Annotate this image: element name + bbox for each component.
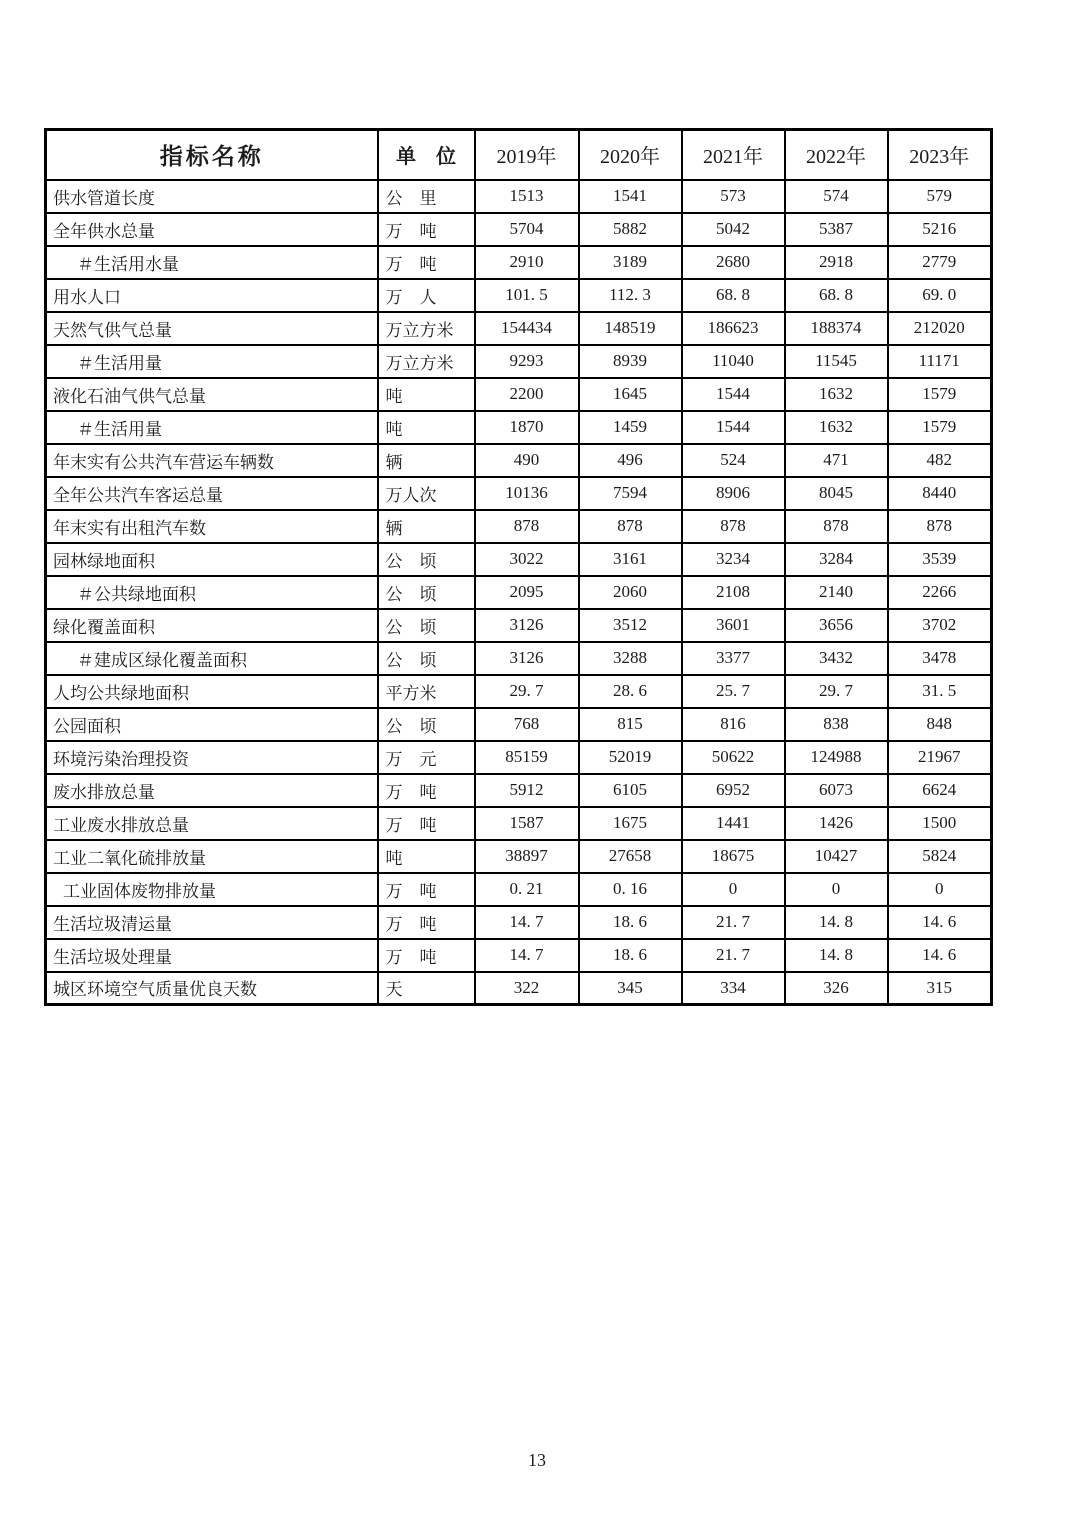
header-year-2023: 2023年 xyxy=(888,130,992,180)
value-cell-2019: 154434 xyxy=(475,312,579,345)
value-cell-2023: 8440 xyxy=(888,477,992,510)
value-cell-2023: 878 xyxy=(888,510,992,543)
value-cell-2023: 31. 5 xyxy=(888,675,992,708)
indicator-unit-cell: 公 里 xyxy=(378,180,475,213)
value-cell-2019: 2910 xyxy=(475,246,579,279)
value-cell-2023: 14. 6 xyxy=(888,939,992,972)
table-row xyxy=(46,807,992,840)
indicator-name-cell: ＃生活用水量 xyxy=(46,246,378,279)
indicator-name-cell: 绿化覆盖面积 xyxy=(46,609,378,642)
header-unit: 单 位 xyxy=(378,130,475,180)
value-cell-2019: 5912 xyxy=(475,774,579,807)
value-cell-2022: 10427 xyxy=(785,840,888,873)
indicator-unit-cell: 吨 xyxy=(378,378,475,411)
value-cell-2023: 11171 xyxy=(888,345,992,378)
value-cell-2019: 5704 xyxy=(475,213,579,246)
value-cell-2022: 3284 xyxy=(785,543,888,576)
value-cell-2019: 9293 xyxy=(475,345,579,378)
indicator-unit-cell: 万 吨 xyxy=(378,774,475,807)
value-cell-2020: 1459 xyxy=(579,411,682,444)
table-row xyxy=(46,510,992,543)
indicator-unit-cell: 万 元 xyxy=(378,741,475,774)
value-cell-2020: 1675 xyxy=(579,807,682,840)
value-cell-2020: 2060 xyxy=(579,576,682,609)
indicator-unit-cell: 万 吨 xyxy=(378,213,475,246)
value-cell-2019: 768 xyxy=(475,708,579,741)
value-cell-2023: 2266 xyxy=(888,576,992,609)
indicator-unit-cell: 公 顷 xyxy=(378,543,475,576)
value-cell-2020: 3189 xyxy=(579,246,682,279)
value-cell-2022: 471 xyxy=(785,444,888,477)
value-cell-2022: 29. 7 xyxy=(785,675,888,708)
value-cell-2023: 69. 0 xyxy=(888,279,992,312)
indicator-name-cell: ＃生活用量 xyxy=(46,411,378,444)
value-cell-2019: 3126 xyxy=(475,609,579,642)
value-cell-2019: 1513 xyxy=(475,180,579,213)
value-cell-2020: 345 xyxy=(579,972,682,1005)
table-row xyxy=(46,312,992,345)
indicator-name-cell: 液化石油气供气总量 xyxy=(46,378,378,411)
value-cell-2021: 21. 7 xyxy=(682,939,785,972)
value-cell-2019: 3022 xyxy=(475,543,579,576)
value-cell-2019: 1870 xyxy=(475,411,579,444)
indicator-name-cell: ＃公共绿地面积 xyxy=(46,576,378,609)
value-cell-2019: 10136 xyxy=(475,477,579,510)
value-cell-2019: 29. 7 xyxy=(475,675,579,708)
indicator-name-cell: 年末实有公共汽车营运车辆数 xyxy=(46,444,378,477)
value-cell-2020: 148519 xyxy=(579,312,682,345)
value-cell-2022: 326 xyxy=(785,972,888,1005)
indicator-unit-cell: 万立方米 xyxy=(378,312,475,345)
table-row xyxy=(46,279,992,312)
value-cell-2022: 2918 xyxy=(785,246,888,279)
indicator-unit-cell: 万 吨 xyxy=(378,873,475,906)
value-cell-2021: 6952 xyxy=(682,774,785,807)
value-cell-2023: 1579 xyxy=(888,378,992,411)
value-cell-2020: 5882 xyxy=(579,213,682,246)
value-cell-2023: 482 xyxy=(888,444,992,477)
statistics-table xyxy=(44,128,993,1006)
value-cell-2022: 14. 8 xyxy=(785,906,888,939)
indicator-name-cell: 供水管道长度 xyxy=(46,180,378,213)
value-cell-2021: 186623 xyxy=(682,312,785,345)
indicator-unit-cell: 平方米 xyxy=(378,675,475,708)
value-cell-2022: 8045 xyxy=(785,477,888,510)
value-cell-2022: 14. 8 xyxy=(785,939,888,972)
table-row xyxy=(46,576,992,609)
value-cell-2023: 5824 xyxy=(888,840,992,873)
table-row xyxy=(46,543,992,576)
header-year-2020: 2020年 xyxy=(579,130,682,180)
value-cell-2019: 14. 7 xyxy=(475,906,579,939)
indicator-name-cell: 生活垃圾清运量 xyxy=(46,906,378,939)
value-cell-2023: 3478 xyxy=(888,642,992,675)
table-row xyxy=(46,741,992,774)
indicator-unit-cell: 万 吨 xyxy=(378,246,475,279)
indicator-unit-cell: 吨 xyxy=(378,840,475,873)
value-cell-2020: 815 xyxy=(579,708,682,741)
indicator-unit-cell: 辆 xyxy=(378,510,475,543)
value-cell-2022: 5387 xyxy=(785,213,888,246)
value-cell-2022: 68. 8 xyxy=(785,279,888,312)
value-cell-2022: 1632 xyxy=(785,411,888,444)
value-cell-2019: 322 xyxy=(475,972,579,1005)
value-cell-2019: 14. 7 xyxy=(475,939,579,972)
indicator-name-cell: 工业固体废物排放量 xyxy=(46,873,378,906)
indicator-unit-cell: 万立方米 xyxy=(378,345,475,378)
indicator-name-cell: 工业废水排放总量 xyxy=(46,807,378,840)
value-cell-2021: 3601 xyxy=(682,609,785,642)
value-cell-2021: 1544 xyxy=(682,378,785,411)
value-cell-2022: 574 xyxy=(785,180,888,213)
value-cell-2021: 1544 xyxy=(682,411,785,444)
value-cell-2023: 21967 xyxy=(888,741,992,774)
value-cell-2023: 579 xyxy=(888,180,992,213)
value-cell-2022: 188374 xyxy=(785,312,888,345)
indicator-unit-cell: 吨 xyxy=(378,411,475,444)
table-row xyxy=(46,675,992,708)
value-cell-2020: 496 xyxy=(579,444,682,477)
value-cell-2020: 1645 xyxy=(579,378,682,411)
table-row xyxy=(46,411,992,444)
table-row xyxy=(46,444,992,477)
value-cell-2023: 212020 xyxy=(888,312,992,345)
value-cell-2023: 0 xyxy=(888,873,992,906)
table-row xyxy=(46,378,992,411)
indicator-name-cell: 用水人口 xyxy=(46,279,378,312)
indicator-name-cell: 废水排放总量 xyxy=(46,774,378,807)
value-cell-2021: 50622 xyxy=(682,741,785,774)
indicator-unit-cell: 万 吨 xyxy=(378,906,475,939)
indicator-unit-cell: 公 顷 xyxy=(378,609,475,642)
header-year-2022: 2022年 xyxy=(785,130,888,180)
value-cell-2021: 5042 xyxy=(682,213,785,246)
value-cell-2020: 3288 xyxy=(579,642,682,675)
value-cell-2022: 3656 xyxy=(785,609,888,642)
value-cell-2021: 2108 xyxy=(682,576,785,609)
value-cell-2023: 14. 6 xyxy=(888,906,992,939)
value-cell-2021: 816 xyxy=(682,708,785,741)
table-row xyxy=(46,180,992,213)
value-cell-2022: 2140 xyxy=(785,576,888,609)
indicator-name-cell: 年末实有出租汽车数 xyxy=(46,510,378,543)
page-number: 13 xyxy=(528,1450,546,1470)
value-cell-2023: 5216 xyxy=(888,213,992,246)
table-row xyxy=(46,246,992,279)
value-cell-2021: 68. 8 xyxy=(682,279,785,312)
value-cell-2023: 3702 xyxy=(888,609,992,642)
value-cell-2021: 11040 xyxy=(682,345,785,378)
value-cell-2023: 3539 xyxy=(888,543,992,576)
table-row xyxy=(46,840,992,873)
value-cell-2022: 878 xyxy=(785,510,888,543)
indicator-name-cell: 全年公共汽车客运总量 xyxy=(46,477,378,510)
value-cell-2022: 3432 xyxy=(785,642,888,675)
value-cell-2021: 18675 xyxy=(682,840,785,873)
value-cell-2022: 124988 xyxy=(785,741,888,774)
indicator-unit-cell: 万人次 xyxy=(378,477,475,510)
value-cell-2020: 27658 xyxy=(579,840,682,873)
value-cell-2021: 334 xyxy=(682,972,785,1005)
value-cell-2020: 52019 xyxy=(579,741,682,774)
value-cell-2020: 28. 6 xyxy=(579,675,682,708)
indicator-unit-cell: 天 xyxy=(378,972,475,1005)
indicator-name-cell: 环境污染治理投资 xyxy=(46,741,378,774)
value-cell-2020: 8939 xyxy=(579,345,682,378)
indicator-name-cell: 生活垃圾处理量 xyxy=(46,939,378,972)
value-cell-2020: 6105 xyxy=(579,774,682,807)
value-cell-2019: 3126 xyxy=(475,642,579,675)
value-cell-2021: 3234 xyxy=(682,543,785,576)
value-cell-2019: 2200 xyxy=(475,378,579,411)
indicator-unit-cell: 万 人 xyxy=(378,279,475,312)
value-cell-2022: 11545 xyxy=(785,345,888,378)
table-row xyxy=(46,939,992,972)
indicator-name-cell: 天然气供气总量 xyxy=(46,312,378,345)
table-row xyxy=(46,642,992,675)
value-cell-2021: 25. 7 xyxy=(682,675,785,708)
indicator-unit-cell: 公 顷 xyxy=(378,708,475,741)
value-cell-2021: 1441 xyxy=(682,807,785,840)
value-cell-2021: 2680 xyxy=(682,246,785,279)
value-cell-2019: 878 xyxy=(475,510,579,543)
value-cell-2022: 838 xyxy=(785,708,888,741)
value-cell-2020: 878 xyxy=(579,510,682,543)
value-cell-2019: 490 xyxy=(475,444,579,477)
value-cell-2020: 3161 xyxy=(579,543,682,576)
value-cell-2021: 21. 7 xyxy=(682,906,785,939)
indicator-name-cell: 公园面积 xyxy=(46,708,378,741)
value-cell-2023: 848 xyxy=(888,708,992,741)
value-cell-2021: 0 xyxy=(682,873,785,906)
table-row xyxy=(46,873,992,906)
value-cell-2023: 1500 xyxy=(888,807,992,840)
table-row xyxy=(46,477,992,510)
value-cell-2022: 1632 xyxy=(785,378,888,411)
indicator-name-cell: 人均公共绿地面积 xyxy=(46,675,378,708)
indicator-name-cell: 工业二氧化硫排放量 xyxy=(46,840,378,873)
indicator-name-cell: 全年供水总量 xyxy=(46,213,378,246)
indicator-unit-cell: 公 顷 xyxy=(378,642,475,675)
value-cell-2019: 1587 xyxy=(475,807,579,840)
table-row xyxy=(46,774,992,807)
value-cell-2019: 0. 21 xyxy=(475,873,579,906)
value-cell-2023: 1579 xyxy=(888,411,992,444)
indicator-unit-cell: 万 吨 xyxy=(378,807,475,840)
value-cell-2019: 2095 xyxy=(475,576,579,609)
header-indicator-name: 指标名称 xyxy=(46,130,378,180)
value-cell-2020: 18. 6 xyxy=(579,906,682,939)
value-cell-2020: 0. 16 xyxy=(579,873,682,906)
table-row xyxy=(46,609,992,642)
table-row xyxy=(46,708,992,741)
table-row xyxy=(46,345,992,378)
indicator-name-cell: ＃生活用量 xyxy=(46,345,378,378)
header-year-2021: 2021年 xyxy=(682,130,785,180)
value-cell-2021: 573 xyxy=(682,180,785,213)
value-cell-2020: 1541 xyxy=(579,180,682,213)
value-cell-2020: 7594 xyxy=(579,477,682,510)
value-cell-2021: 878 xyxy=(682,510,785,543)
header-row xyxy=(46,130,992,180)
value-cell-2022: 1426 xyxy=(785,807,888,840)
indicator-name-cell: 园林绿地面积 xyxy=(46,543,378,576)
table-row xyxy=(46,906,992,939)
value-cell-2019: 38897 xyxy=(475,840,579,873)
value-cell-2021: 3377 xyxy=(682,642,785,675)
indicator-unit-cell: 万 吨 xyxy=(378,939,475,972)
value-cell-2020: 112. 3 xyxy=(579,279,682,312)
indicator-name-cell: ＃建成区绿化覆盖面积 xyxy=(46,642,378,675)
value-cell-2023: 315 xyxy=(888,972,992,1005)
value-cell-2022: 6073 xyxy=(785,774,888,807)
value-cell-2021: 524 xyxy=(682,444,785,477)
value-cell-2020: 18. 6 xyxy=(579,939,682,972)
table-row xyxy=(46,213,992,246)
value-cell-2021: 8906 xyxy=(682,477,785,510)
indicator-name-cell: 城区环境空气质量优良天数 xyxy=(46,972,378,1005)
value-cell-2023: 6624 xyxy=(888,774,992,807)
value-cell-2022: 0 xyxy=(785,873,888,906)
value-cell-2023: 2779 xyxy=(888,246,992,279)
indicator-unit-cell: 辆 xyxy=(378,444,475,477)
header-year-2019: 2019年 xyxy=(475,130,579,180)
indicator-unit-cell: 公 顷 xyxy=(378,576,475,609)
value-cell-2019: 101. 5 xyxy=(475,279,579,312)
value-cell-2020: 3512 xyxy=(579,609,682,642)
value-cell-2019: 85159 xyxy=(475,741,579,774)
table-row xyxy=(46,972,992,1005)
